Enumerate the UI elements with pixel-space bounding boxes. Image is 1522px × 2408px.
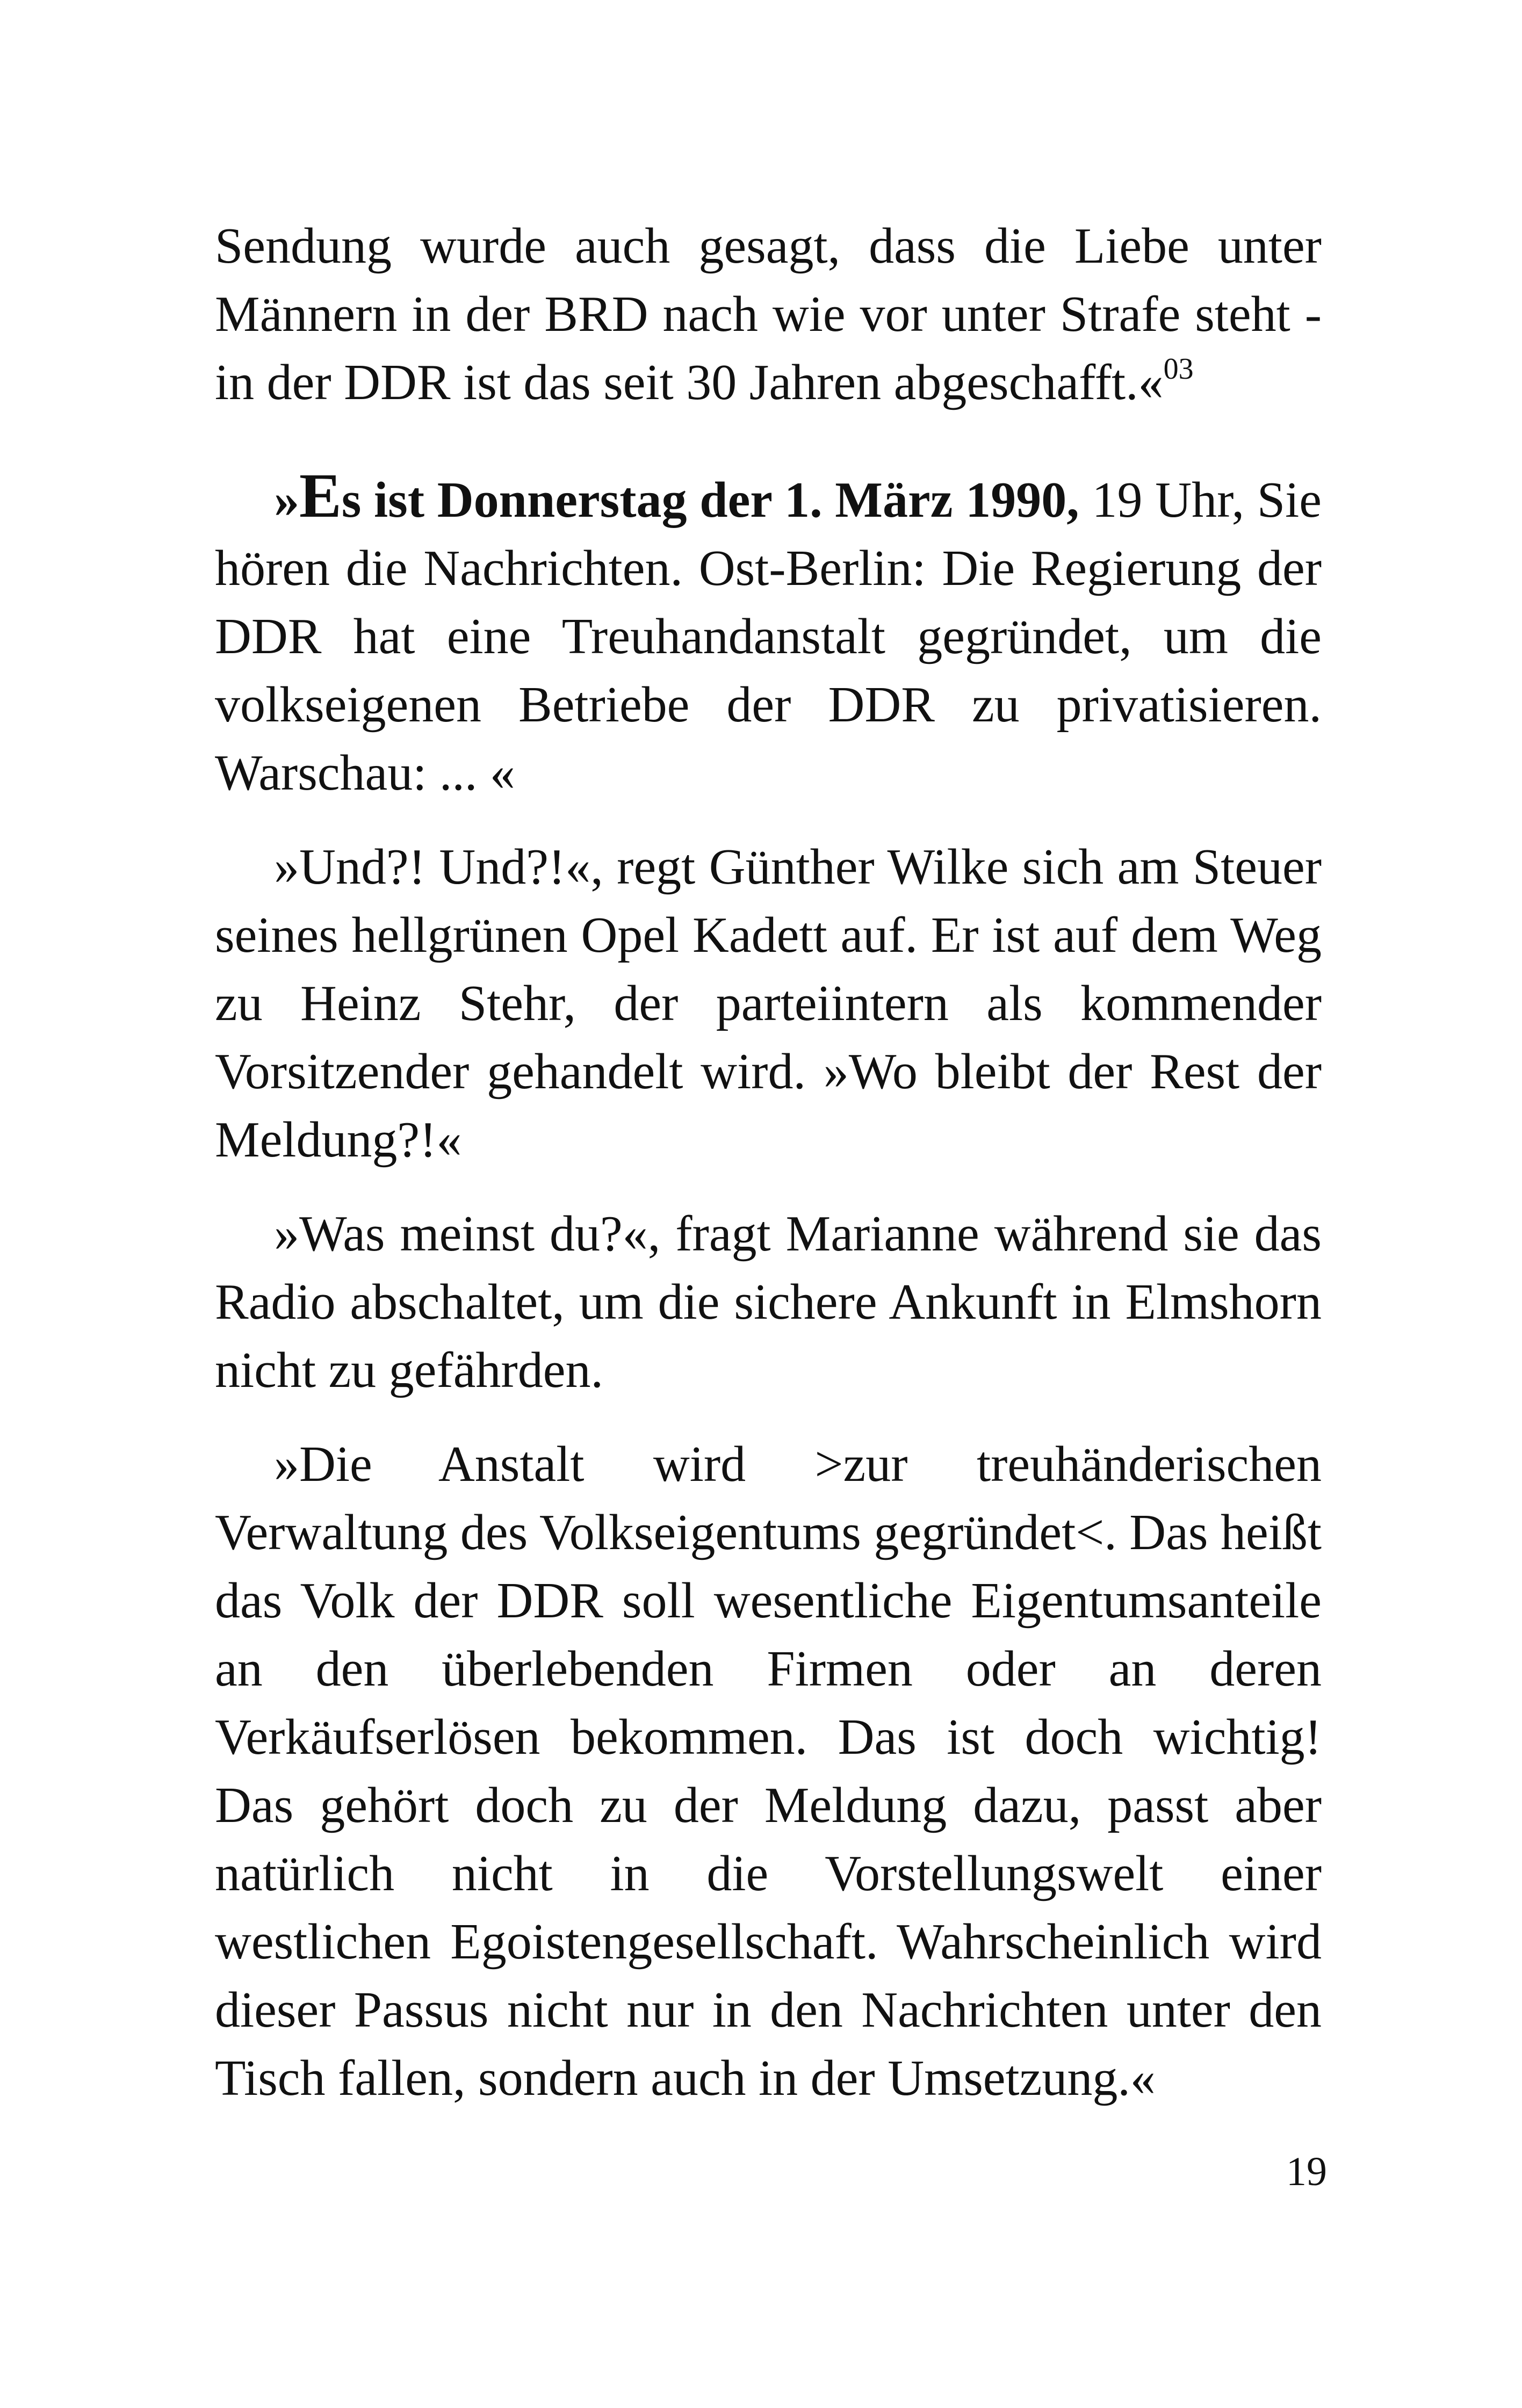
paragraph-treuhand <box>215 1430 1322 2113</box>
paragraph-guenther <box>215 833 1322 1174</box>
paragraph-text: »Die Anstalt wird >zur treuhänderischen Verwaltung des Volkseigentums gegründet<. Das heißt das Volk der DDR soll wesentliche Eigentumsanteile an den überlebenden Firmen oder an deren Verkäufserlösen bekommen. Das ist doch wichtig! Das gehört doch zu der Meldung dazu, passt aber natürlich nicht in die Vorstellungswelt einer westlichen Egoistengesellschaft. Wahrscheinlich wird dieser Passus nicht nur in den Nachrichten unter den Tisch fallen, sondern auch in der Umsetzung.« <box>215 1436 1322 2106</box>
paragraph-continuation <box>215 212 1322 417</box>
opening-quote: » <box>274 472 299 528</box>
page-number: 19 <box>1286 2149 1327 2194</box>
paragraph-text: 19 Uhr, Sie hören die Nachrichten. Ost-Berlin: Die Regierung der DDR hat eine Treuhandanstalt gegründet, um die volkseigenen Betriebe der DDR zu privatisieren. Warschau: ... « <box>215 472 1322 801</box>
body-text <box>215 212 1322 2113</box>
paragraph-text: »Was meinst du?«, fragt Marianne während sie das Radio abschaltet, um die sichere Ankunft in Elmshorn nicht zu gefährden. <box>215 1206 1322 1398</box>
bold-lead-in: s ist Donnerstag der 1. März 1990, <box>341 472 1079 528</box>
footnote-reference: 03 <box>1163 352 1194 386</box>
initial-letter: E <box>299 460 342 531</box>
paragraph-text: »Und?! Und?!«, regt Günther Wilke sich am Steuer seines hellgrünen Opel Kadett auf. Er ist auf dem Weg zu Heinz Stehr, der parteiintern als kommender Vorsitzender gehandelt wird. »Wo bleibt der Rest der Meldung?!« <box>215 839 1322 1168</box>
paragraph-news <box>215 460 1322 807</box>
paragraph-text: Sendung wurde auch gesagt, dass die Liebe unter Männern in der BRD nach wie vor unter Strafe steht - in der DDR ist das seit 30 Jahren abgeschafft.« <box>215 218 1322 410</box>
paragraph-marianne <box>215 1200 1322 1405</box>
